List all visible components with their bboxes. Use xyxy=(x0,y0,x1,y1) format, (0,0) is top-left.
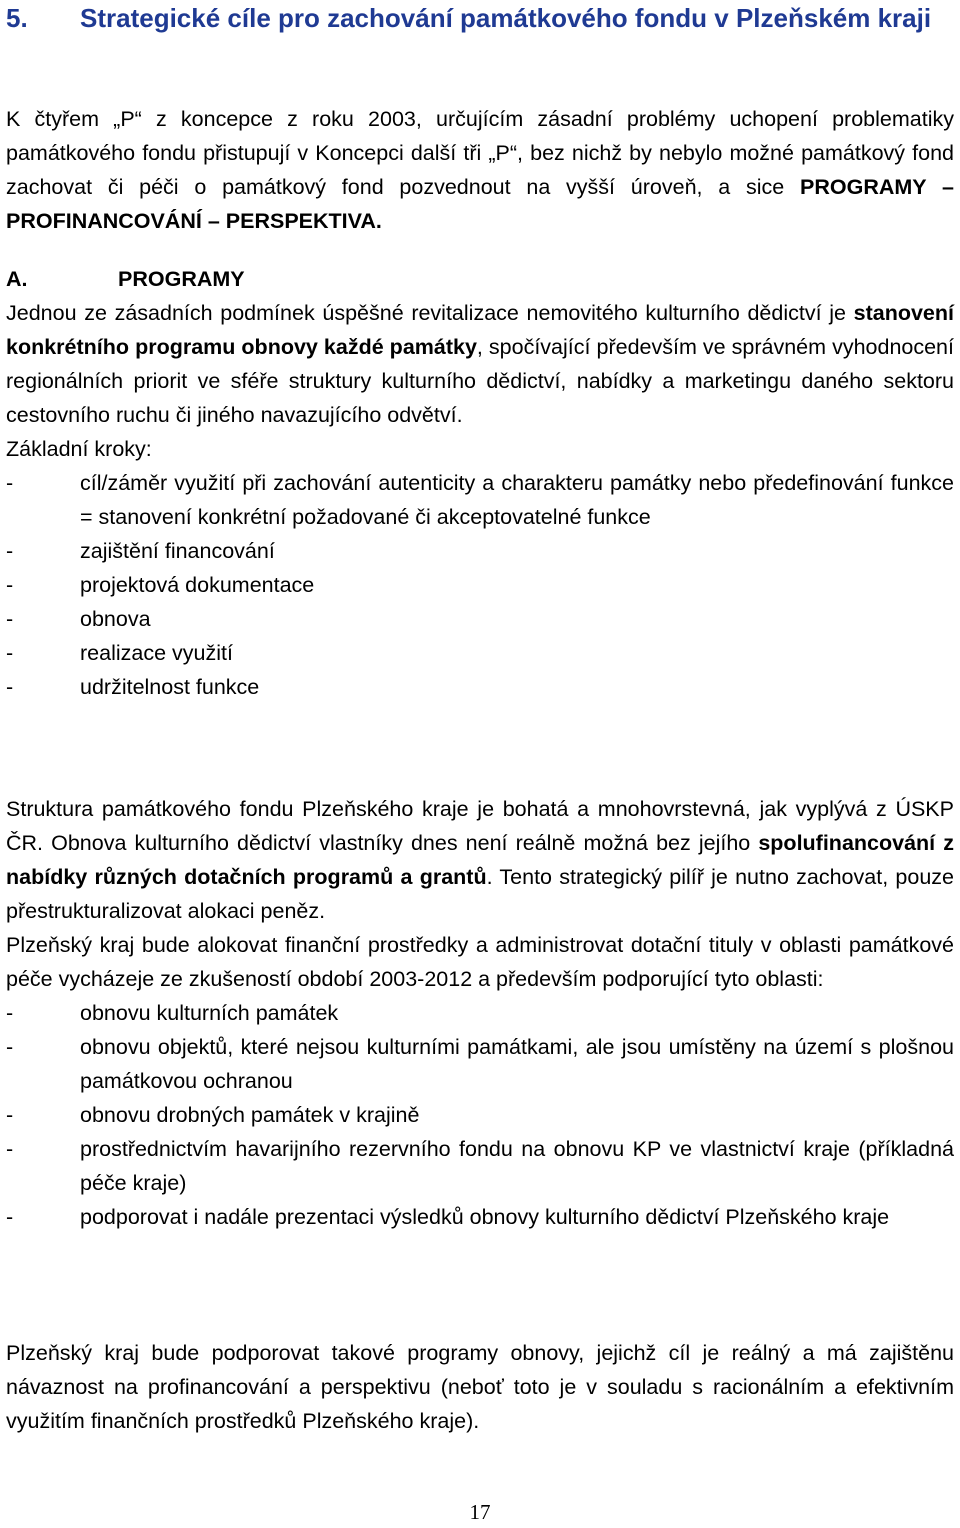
list-item: - cíl/záměr využití při zachování autenticity a charakteru památky nebo předefinování funkce = stanovení konkrétní požadované či akceptovatelné funkce xyxy=(6,466,954,534)
structure-section xyxy=(6,792,954,1234)
section-a-text-1: Jednou ze zásadních podmínek úspěšné revitalizace nemovitého kulturního dědictví je xyxy=(6,301,854,325)
steps-label: Základní kroky: xyxy=(6,437,152,461)
section-a-letter: A. xyxy=(6,267,28,291)
section-a-text-2: , spočívající především ve správném vyhodnocení regionálních priorit ve sféře struktury kulturního dědictví, nabídky a marketingu daného sektoru cestovního ruchu či jiného navazujícího odvětví. xyxy=(6,335,954,427)
structure-paragraph xyxy=(6,792,954,928)
list-item: - obnovu kulturních památek xyxy=(6,996,954,1030)
chapter-title: Strategické cíle pro zachování památkového fondu v Plzeňském kraji xyxy=(80,3,932,33)
page-number: 17 xyxy=(469,1500,491,1524)
chapter-heading xyxy=(6,0,954,36)
structure-text-2: . Tento strategický pilíř je nutno zachovat, pouze přestrukturalizovat alokaci peněz. xyxy=(6,865,954,923)
section-a-name: PROGRAMY xyxy=(118,267,245,291)
intro-bold-pillars: PROGRAMY – PROFINANCOVÁNÍ – PERSPEKTIVA. xyxy=(6,175,954,233)
list-item: - podporovat i nadále prezentaci výsledků obnovy kulturního dědictví Plzeňského kraje xyxy=(6,1200,954,1234)
list-item: - projektová dokumentace xyxy=(6,568,954,602)
steps-list xyxy=(6,466,954,704)
list-item: - obnovu objektů, které nejsou kulturními památkami, ale jsou umístěny na území s plošnou památkovou ochranou xyxy=(6,1030,954,1098)
list-item: - obnova xyxy=(6,602,954,636)
section-programy xyxy=(6,262,954,704)
closing-text: Plzeňský kraj bude podporovat takové programy obnovy, jejichž cíl je reálný a má zajištěnu návaznost na profinancování a perspektivu (neboť toto je v souladu s racionálním a efektivním využitím finančních prostředků Plzeňského kraje). xyxy=(6,1341,954,1433)
intro-paragraph xyxy=(6,102,954,238)
structure-bold: spolufinancování z nabídky různých dotačních programů a grantů xyxy=(6,831,954,889)
list-item: - realizace využití xyxy=(6,636,954,670)
structure-text-1: Struktura památkového fondu Plzeňského kraje je bohatá a mnohovrstevná, jak vyplývá z ÚSKP ČR. Obnova kulturního dědictví vlastníky dnes není reálně možná bez jejího xyxy=(6,797,954,855)
section-a-title xyxy=(6,262,954,296)
list-item: - udržitelnost funkce xyxy=(6,670,954,704)
list-item: - prostřednictvím havarijního rezervního fondu na obnovu KP ve vlastnictví kraje (příkladná péče kraje) xyxy=(6,1132,954,1200)
intro-text: K čtyřem „P“ z koncepce z roku 2003, určujícím zásadní problémy uchopení problematiky památkového fondu přistupují v Koncepci další tři „P“, bez nichž by nebylo možné památkový fond zachovat či péči o památkový fond pozvednout na vyšší úroveň, a sice xyxy=(6,107,954,199)
section-a-bold: stanovení konkrétního programu obnovy každé památky xyxy=(6,301,954,359)
support-areas-list xyxy=(6,996,954,1234)
allocation-paragraph: Plzeňský kraj bude alokovat finanční prostředky a administrovat dotační tituly v oblasti památkové péče vycházeje ze zkušeností období 2003-2012 a především podporující tyto oblasti: xyxy=(6,933,954,991)
closing-paragraph xyxy=(6,1336,954,1438)
chapter-number: 5. xyxy=(6,3,28,33)
section-a-paragraph xyxy=(6,296,954,432)
list-item: - obnovu drobných památek v krajině xyxy=(6,1098,954,1132)
list-item: - zajištění financování xyxy=(6,534,954,568)
